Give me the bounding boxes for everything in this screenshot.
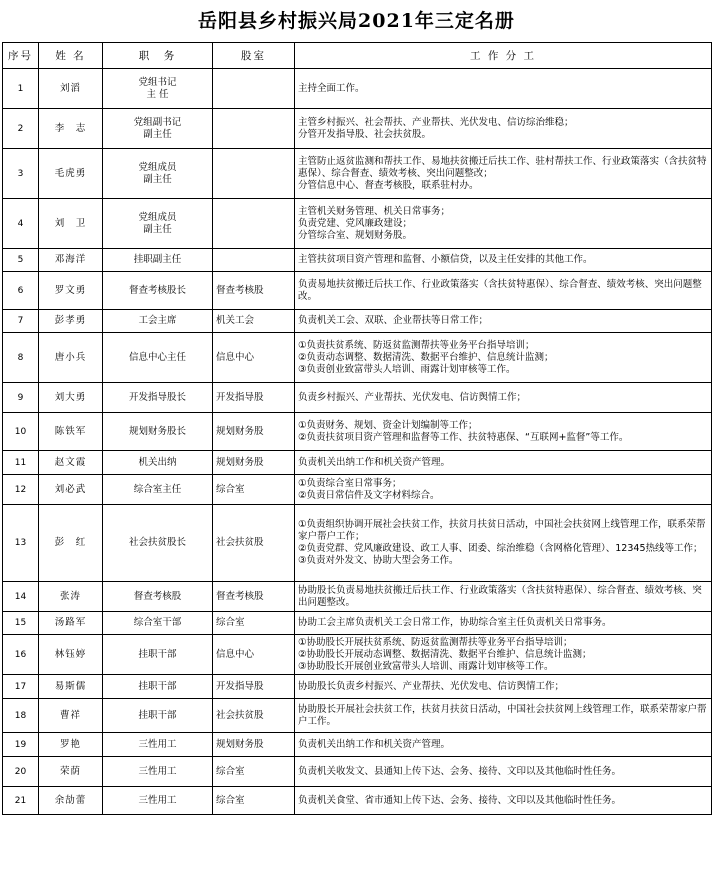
header-position: 职 务 <box>103 43 213 69</box>
row-position: 党组成员 副主任 <box>103 149 213 199</box>
row-office: 社会扶贫股 <box>213 699 295 733</box>
row-office: 开发指导股 <box>213 383 295 413</box>
table-row <box>3 249 712 272</box>
header-office: 股室 <box>213 43 295 69</box>
row-position: 挂职干部 <box>103 675 213 699</box>
row-office <box>213 249 295 272</box>
row-position: 综合室主任 <box>103 475 213 505</box>
row-office: 综合室 <box>213 757 295 787</box>
table-row <box>3 69 712 109</box>
row-duty: ①负责财务、规划、资金计划编制等工作； ②负责扶贫项目资产管理和监督等工作、扶贫特惠保、“互联网+监督”等工作。 <box>295 413 712 451</box>
row-duty: 协助股长负责乡村振兴、产业帮扶、光伏发电、信访舆情工作； <box>295 675 712 699</box>
row-office: 信息中心 <box>213 635 295 675</box>
row-duty: 主管乡村振兴、社会帮扶、产业帮扶、光伏发电、信访综治维稳； 分管开发指导股、社会扶贫股。 <box>295 109 712 149</box>
row-name: 罗文勇 <box>39 272 103 310</box>
row-office: 综合室 <box>213 612 295 635</box>
row-position: 三性用工 <box>103 787 213 815</box>
row-duty: ①协助股长开展扶贫系统、防返贫监测帮扶等业务平台指导培训； ②协助股长开展动态调整、数据清洗、数据平台维护、信息统计监测； ③协助股长开展创业致富带头人培训、雨露计划审核等工作。 <box>295 635 712 675</box>
row-number: 7 <box>3 310 39 333</box>
row-duty: 负责乡村振兴、产业帮扶、光伏发电、信访舆情工作； <box>295 383 712 413</box>
row-duty: 负责机关工会、双联、企业帮扶等日常工作； <box>295 310 712 333</box>
table-row <box>3 475 712 505</box>
table-row <box>3 757 712 787</box>
row-duty: 负责机关食堂、省市通知上传下达、会务、接待、文印以及其他临时性任务。 <box>295 787 712 815</box>
row-position: 机关出纳 <box>103 451 213 475</box>
table-row <box>3 199 712 249</box>
row-name: 荣荫 <box>39 757 103 787</box>
row-position: 督查考核股 <box>103 582 213 612</box>
row-position: 三性用工 <box>103 757 213 787</box>
row-office: 综合室 <box>213 787 295 815</box>
table-row <box>3 109 712 149</box>
row-duty: 主管扶贫项目资产管理和监督、小额信贷，以及主任安排的其他工作。 <box>295 249 712 272</box>
row-name: 刘必武 <box>39 475 103 505</box>
row-office: 信息中心 <box>213 333 295 383</box>
row-number: 18 <box>3 699 39 733</box>
roster-table <box>2 42 712 815</box>
row-duty: 主管防止返贫监测和帮扶工作、易地扶贫搬迁后扶工作、驻村帮扶工作、行业政策落实（含扶贫特惠保）、综合督查、绩效考核、突出问题整改； 分管信息中心、督查考核股，联系驻村办。 <box>295 149 712 199</box>
header-name: 姓 名 <box>39 43 103 69</box>
row-number: 9 <box>3 383 39 413</box>
table-row <box>3 582 712 612</box>
table-row <box>3 787 712 815</box>
table-row <box>3 635 712 675</box>
row-name: 李 志 <box>39 109 103 149</box>
row-name: 刘滔 <box>39 69 103 109</box>
row-duty: 主持全面工作。 <box>295 69 712 109</box>
table-row <box>3 675 712 699</box>
row-duty: 负责易地扶贫搬迁后扶工作、行业政策落实（含扶贫特惠保）、综合督查、绩效考核、突出问题整改。 <box>295 272 712 310</box>
row-number: 2 <box>3 109 39 149</box>
row-position: 规划财务股长 <box>103 413 213 451</box>
row-duty: ①负责组织协调开展社会扶贫工作，扶贫月扶贫日活动，中国社会扶贫网上线管理工作，联系荣帮家户帮户工作； ②负责党群、党风廉政建设、政工人事、团委、综治维稳（含网格化管理）、12345热线等工作； ③负责对外发文、协助大型会务工作。 <box>295 505 712 582</box>
row-name: 罗艳 <box>39 733 103 757</box>
row-duty: ①负责扶贫系统、防返贫监测帮扶等业务平台指导培训； ②负责动态调整、数据清洗、数据平台维护、信息统计监测； ③负责创业致富带头人培训、雨露计划审核等工作。 <box>295 333 712 383</box>
table-row <box>3 733 712 757</box>
row-position: 党组副书记 副主任 <box>103 109 213 149</box>
row-name: 汤路军 <box>39 612 103 635</box>
row-office: 督查考核股 <box>213 582 295 612</box>
table-row <box>3 451 712 475</box>
row-number: 1 <box>3 69 39 109</box>
row-office <box>213 109 295 149</box>
row-number: 19 <box>3 733 39 757</box>
row-office <box>213 199 295 249</box>
row-name: 彭 红 <box>39 505 103 582</box>
row-office: 规划财务股 <box>213 451 295 475</box>
row-number: 15 <box>3 612 39 635</box>
row-office: 开发指导股 <box>213 675 295 699</box>
row-position: 三性用工 <box>103 733 213 757</box>
row-duty: 负责机关收发文、县通知上传下达、会务、接待、文印以及其他临时性任务。 <box>295 757 712 787</box>
row-duty: 负责机关出纳工作和机关资产管理。 <box>295 451 712 475</box>
row-duty: ①负责综合室日常事务； ②负责日常信件及文字材料综合。 <box>295 475 712 505</box>
table-row <box>3 333 712 383</box>
row-office: 综合室 <box>213 475 295 505</box>
row-name: 余劼蕾 <box>39 787 103 815</box>
row-office <box>213 69 295 109</box>
table-row <box>3 413 712 451</box>
row-number: 5 <box>3 249 39 272</box>
row-position: 工会主席 <box>103 310 213 333</box>
row-name: 毛虎勇 <box>39 149 103 199</box>
row-office: 规划财务股 <box>213 413 295 451</box>
row-office <box>213 149 295 199</box>
row-position: 社会扶贫股长 <box>103 505 213 582</box>
row-name: 易斯儒 <box>39 675 103 699</box>
row-duty: 主管机关财务管理、机关日常事务； 负责党建、党风廉政建设； 分管综合室、规划财务股。 <box>295 199 712 249</box>
row-office: 社会扶贫股 <box>213 505 295 582</box>
row-duty: 协助股长负责易地扶贫搬迁后扶工作、行业政策落实（含扶贫特惠保）、综合督查、绩效考核、突出问题整改。 <box>295 582 712 612</box>
row-number: 12 <box>3 475 39 505</box>
row-position: 党组书记 主 任 <box>103 69 213 109</box>
row-name: 林钰婷 <box>39 635 103 675</box>
table-row <box>3 699 712 733</box>
row-name: 彭孝勇 <box>39 310 103 333</box>
row-number: 13 <box>3 505 39 582</box>
table-row <box>3 149 712 199</box>
table-row <box>3 612 712 635</box>
row-duty: 负责机关出纳工作和机关资产管理。 <box>295 733 712 757</box>
row-name: 陈铁军 <box>39 413 103 451</box>
row-name: 邓海洋 <box>39 249 103 272</box>
row-office: 机关工会 <box>213 310 295 333</box>
row-duty: 协助工会主席负责机关工会日常工作，协助综合室主任负责机关日常事务。 <box>295 612 712 635</box>
document-title: 岳阳县乡村振兴局2021年三定名册 <box>198 9 515 32</box>
row-position: 挂职干部 <box>103 699 213 733</box>
row-number: 20 <box>3 757 39 787</box>
row-number: 4 <box>3 199 39 249</box>
row-office: 督查考核股 <box>213 272 295 310</box>
row-number: 16 <box>3 635 39 675</box>
row-number: 6 <box>3 272 39 310</box>
row-office: 规划财务股 <box>213 733 295 757</box>
table-row <box>3 505 712 582</box>
row-position: 开发指导股长 <box>103 383 213 413</box>
row-position: 督查考核股长 <box>103 272 213 310</box>
row-position: 综合室干部 <box>103 612 213 635</box>
row-name: 张涛 <box>39 582 103 612</box>
row-position: 挂职副主任 <box>103 249 213 272</box>
row-position: 挂职干部 <box>103 635 213 675</box>
header-duty: 工 作 分 工 <box>295 43 712 69</box>
header-no: 序号 <box>3 43 39 69</box>
row-number: 10 <box>3 413 39 451</box>
row-name: 刘大勇 <box>39 383 103 413</box>
row-name: 唐小兵 <box>39 333 103 383</box>
row-number: 3 <box>3 149 39 199</box>
row-number: 11 <box>3 451 39 475</box>
row-number: 8 <box>3 333 39 383</box>
row-position: 党组成员 副主任 <box>103 199 213 249</box>
header-row <box>3 43 712 69</box>
table-row <box>3 383 712 413</box>
row-number: 14 <box>3 582 39 612</box>
row-number: 21 <box>3 787 39 815</box>
row-position: 信息中心主任 <box>103 333 213 383</box>
row-name: 曹祥 <box>39 699 103 733</box>
row-number: 17 <box>3 675 39 699</box>
table-row <box>3 310 712 333</box>
row-duty: 协助股长开展社会扶贫工作，扶贫月扶贫日活动，中国社会扶贫网上线管理工作，联系荣帮家户帮户工作。 <box>295 699 712 733</box>
table-row <box>3 272 712 310</box>
row-name: 刘 卫 <box>39 199 103 249</box>
row-name: 赵文霞 <box>39 451 103 475</box>
